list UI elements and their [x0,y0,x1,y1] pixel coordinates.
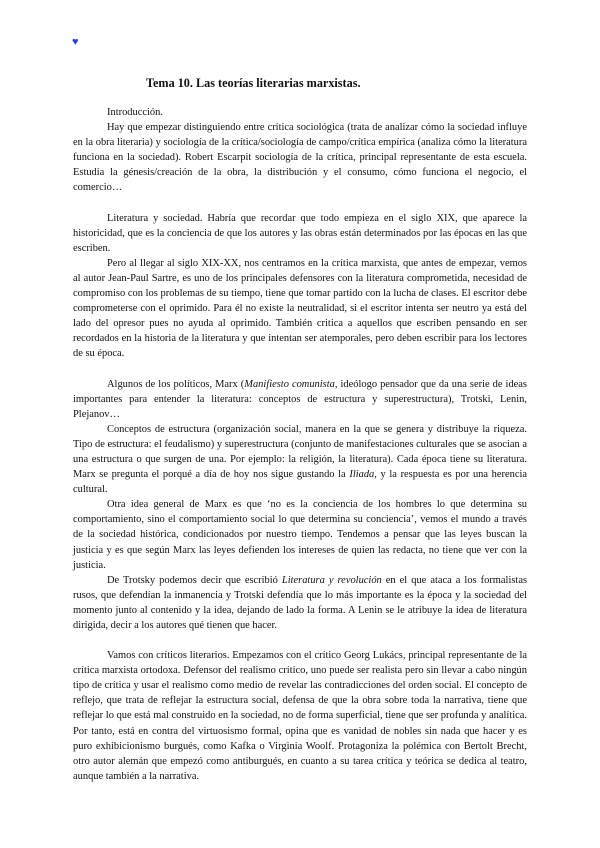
text-run: , ideólogo pensador que da una serie de ideas importantes para entender la literatura: conceptos de estructura y superestructura), Trotski, Lenin, Plejanov… [73,378,527,420]
paragraph-literatura-sociedad: Literatura y sociedad. Habría que recordar que todo empieza en el siglo XIX, que aparece la historicidad, que es la conciencia de que los autores y las obras están determinados por las épocas en las que escriben. [73,212,527,254]
paragraph-estructura [73,422,527,497]
paragraph-sociologia: Hay que empezar distinguiendo entre crítica sociológica (trata de analizar cómo la sociedad influye en la obra literaria) y sociología de la crítica/sociología de campo/crítica empírica (analiza cómo la literatura funciona en la sociedad). Robert Escarpit sociología de la crítica, principal representante de esta escuela. Estudia la génesis/creación de la obra, la distribución y el consumo, cómo funciona el negocio, el comercio… [73,122,527,194]
heart-icon: ♥ [72,36,79,48]
italic-title: Literatura y revolución [281,574,382,586]
text-run: , y la respuesta es por una herencia cultural. [73,469,527,496]
italic-title: Manifiesto comunista [244,378,335,390]
paragraph-marx-conciencia: Otra idea general de Marx es que ‘no es la conciencia de los hombres lo que determina su comportamiento, sino el comportamiento social lo que determina su conciencia’, vemos el mundo a través de la sociedad histórica, condicionados por nuestro tiempo. Tendemos a pensar que las leyes buscan la justicia y es que según Marx las leyes defienden los intereses de quien las redacta, no tiene que ver con la justicia. [73,499,527,571]
paragraph-sartre: Pero al llegar al siglo XIX-XX, nos centramos en la crítica marxista, que antes de empezar, vemos al autor Jean-Paul Sartre, es uno de los principales defensores con la literatura comprometida, necesidad de compromiso con los problemas de su tiempo, tiene que tomar partido con la lucha de clases. El escritor debe comprometerse con el oprimido. Para él no existe la neutralidad, si el escritor intenta ser neutro ya está del lado del opresor pues no ayuda al oprimido. También critica a aquellos que escriben pensando en ser recordados en la historia de la literatura y que intentan ser atemporales, pero deben escribir para los lectores de su época. [73,257,527,360]
text-run: en el que ataca a los formalistas rusos, que defendían la inmanencia y Trotski defendía que lo más importante es la época y la sociedad del momento junto al contenido y la idea, dejando de lado la forma. A Lenin se le atribuye la idea de literatura dirigida, decir a los autores qué tienen que hacer. [73,574,528,631]
paragraph-introduccion: Introducción. [107,107,163,118]
paragraph-trotsky [73,573,527,633]
italic-title: Iliada [349,469,375,481]
text-run: Conceptos de estructura (organización social, manera en la que se genera y distribuye la riqueza. Tipo de estructura: el feudalismo) y superestructura (conjunto de manifestaciones culturales que se asocian a una estructura o que surgen de una. Por ejemplo: la religión, la literatura). Cada época tiene su literatura. Marx se pregunta el porqué a día de hoy nos sigue gustando la [73,423,527,481]
text-run: Algunos de los políticos, Marx ( [107,378,245,390]
paragraph-politicos [73,377,527,422]
document-body [73,105,527,784]
text-run: De Trotsky podemos decir que escribió [107,574,282,586]
paragraph-lukacs: Vamos con críticos literarios. Empezamos con el crítico Georg Lukács, principal representante de la crítica marxista ortodoxa. Defensor del realismo crítico, uno puede ser realista pero sin llevar a cabo ningún tipo de crítica y usar el realismo como medio de revelar las contradicciones del orden social. El concepto de reflejo, que trata de reflejar la estructura social, defensa de que la obra sobre toda la narrativa, tiene que reflejar lo que está mal construido en la sociedad, no de forma superficial, tiene que ser profunda y analítica. Por tanto, está en contra del virtuosismo formal, opina que es vanidad de nobles sin nada que hacer y es puro exhibicionismo burgués, como Kafka o Virginia Woolf. Protagoniza la polémica con Bertolt Brecht, otro autor alemán que empezó como antiburgués, en cuanto a su tarea crítica y teórica se dedica al teatro, aunque también a la narrativa. [73,650,527,782]
page-title: Tema 10. Las teorías literarias marxistas. [146,76,361,90]
